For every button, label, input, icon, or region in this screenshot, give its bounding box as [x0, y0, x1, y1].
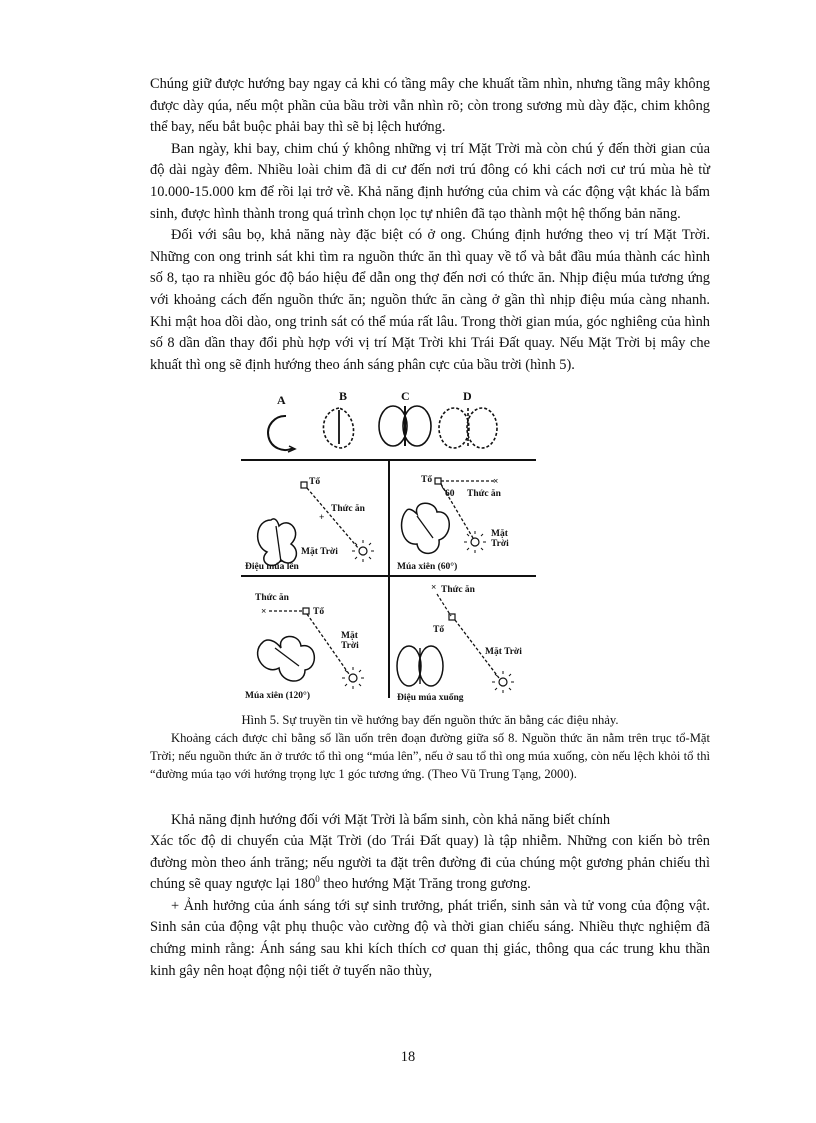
- page-content: [150, 74, 710, 982]
- label-b: B: [339, 389, 348, 404]
- paragraph-3: Đối với sâu bọ, khả năng này đặc biệt có ở ong. Chúng định hướng theo vị trí Mặt Trời. Những con ong trinh sát khi tìm ra nguồn thức ăn thì quay về tổ và bắt đầu múa thành các hình số 8, tạo ra nhiều góc độ báo hiệu để dẫn ong thợ đến nơi có thức ăn. Nhịp điệu múa tương ứng với khoảng cách đến nguồn thức ăn; nguồn thức ăn càng ở gần thì nhịp điệu múa càng nhanh. Khi mật hoa dồi dào, ong trinh sát có thể múa rất lâu. Trong thời gian múa, góc nghiêng của hình số 8 dần dần thay đổi phù hợp với vị trí Mặt Trời khi Trái Đất quay. Nếu Mặt Trời bị mây che khuất thì ong sẽ định hướng theo ánh sáng phân cực của bầu trời (hình 5).: [150, 227, 710, 373]
- panel4-figure8-right: [419, 646, 443, 686]
- dance-a-loop: [268, 416, 293, 450]
- panel1-caption: Điệu múa lên: [245, 562, 299, 573]
- paragraph-2: Ban ngày, khi bay, chim chú ý không những vị trí Mặt Trời mà còn chú ý đến thời gian của độ dài ngày đêm. Nhiều loài chim đã di cư đến nơi trú đông có khi cách nơi cư trú mùa hè từ 10.000-15.000 km để rồi lại trở về. Khả năng định hướng của chim và các động vật khác là bẩm sinh, được hình thành trong quá trình chọn lọc tự nhiên đã tạo thành một hệ thống bản năng.: [150, 140, 710, 222]
- panel1-dance-line: [307, 488, 359, 549]
- panel2-sun-icon: [471, 538, 479, 546]
- dance-d-left-loop: [439, 408, 469, 448]
- panel2-hive-label: Tổ: [421, 475, 433, 486]
- paragraph-1: Chúng giữ được hướng bay ngay cả khi có tầng mây che khuất tầm nhìn, nhưng tầng mây không được dày qúa, nếu một phần của bầu trời vẫn nhìn rõ; còn trong sương mù dày đặc, chim không thể bay, nếu bắt buộc phải bay thì sẽ bị lệch hướng.: [150, 76, 710, 136]
- panel2-figure8-axis: [417, 516, 433, 538]
- panel2-sun-label-1: Mặt: [491, 529, 508, 540]
- paragraph-5: + Ảnh hưởng của ánh sáng tới sự sinh trưởng, phát triển, sinh sản và tử vong của động vật. Sinh sản của động vật phụ thuộc vào cường độ và thời gian chiếu sáng. Nhiều thực nghiệm đã chứng minh rằng: Ánh sáng sau khi kích thích cơ quan thị giác, thông qua các trung khu thần kinh gây nên hoạt động nội tiết ở tuyến não thùy,: [150, 897, 710, 979]
- label-d: D: [463, 389, 472, 404]
- paragraph-4-text-a: Xác tốc độ di chuyển của Mặt Trời (do Trái Đất quay) là tập nhiễm. Những con kiến bò trên đường mòn theo ánh trăng; nếu người ta đặt trên đường đi của chúng một gương phản chiếu thì chúng sẽ quay ngược lại 180: [150, 833, 710, 893]
- panel1-sun-label: Mặt Trời: [301, 547, 338, 558]
- panel4-caption: Điệu múa xuống: [397, 693, 464, 704]
- panel3-hive-label: Tổ: [313, 607, 325, 618]
- paragraph-4: [150, 831, 710, 896]
- figure-caption-title: Hình 5. Sự truyền tin về hướng bay đến nguồn thức ăn bằng các điệu nhảy.: [241, 713, 619, 728]
- panel4-food-marker: ×: [431, 583, 437, 594]
- panel4-sun-rays: [492, 671, 514, 693]
- page-number: 18: [400, 1049, 416, 1065]
- panel1-food-label: Thức ăn: [331, 504, 365, 515]
- paragraph-4-line-1: Khả năng định hướng đối với Mặt Trời là bẩm sinh, còn khả năng biết chính: [171, 811, 611, 828]
- panel2-food-label: Thức ăn: [467, 489, 501, 500]
- panel4-food-line: [437, 594, 451, 616]
- panel3-food-marker: ×: [261, 607, 267, 618]
- panel4-hive-label: Tổ: [433, 625, 445, 636]
- panel1-hive-label: Tổ: [309, 477, 321, 488]
- panel3-figure8: [258, 637, 315, 682]
- panel2-angle-label: 60: [445, 489, 455, 500]
- panel1-sun-icon: [359, 547, 367, 555]
- figure-5-bee-dance: [241, 386, 536, 706]
- panel1-sun-rays: [352, 540, 374, 562]
- panel3-figure8-axis: [275, 648, 299, 666]
- panel1-food-marker: +: [319, 513, 325, 524]
- panel3-sun-label-2: Trời: [341, 641, 359, 652]
- panel3-sun-icon: [349, 674, 357, 682]
- panel4-hive-icon: [449, 614, 455, 620]
- label-c: C: [401, 389, 410, 404]
- label-a: A: [277, 393, 286, 408]
- figure-caption-body: Khoảng cách được chỉ bằng số lần uốn trên đoạn đường giữa số 8. Nguồn thức ăn nằm trên trục tổ-Mặt Trời; nếu nguồn thức ăn ở trước tổ thì ong “múa lên”, nếu ở sau tổ thì ong múa xuống, còn nếu lệch khỏi tổ thì “đường múa tạo với hướng trọng lực 1 góc tương ứng. (Theo Vũ Trung Tạng, 2000).: [150, 731, 710, 781]
- dance-d-right-loop: [467, 408, 497, 448]
- panel2-sun-label-2: Trời: [491, 539, 509, 550]
- panel4-figure8-left: [397, 646, 421, 686]
- panel2-hive-icon: [435, 478, 441, 484]
- paragraph-4-text-b: theo hướng Mặt Trăng trong gương.: [319, 876, 531, 893]
- panel3-food-label: Thức ăn: [255, 593, 289, 604]
- panel3-hive-icon: [303, 608, 309, 614]
- panel2-food-marker: ×: [493, 477, 499, 488]
- panel2-caption: Múa xiên (60°): [397, 562, 458, 573]
- panel3-sun-label-1: Mặt: [341, 631, 358, 642]
- panel1-hive-icon: [301, 482, 307, 488]
- panel1-figure8-axis: [276, 526, 281, 562]
- panel4-food-label: Thức ăn: [441, 585, 475, 596]
- degree-superscript: 0: [315, 874, 320, 885]
- panel3-caption: Múa xiên (120°): [245, 691, 311, 702]
- panel3-sun-rays: [342, 667, 364, 689]
- bee-dance-diagram: [241, 386, 536, 706]
- panel4-sun-label: Mặt Trời: [485, 647, 522, 658]
- panel4-sun-icon: [499, 678, 507, 686]
- panel1-figure8: [258, 519, 297, 566]
- panel2-sun-rays: [464, 531, 486, 553]
